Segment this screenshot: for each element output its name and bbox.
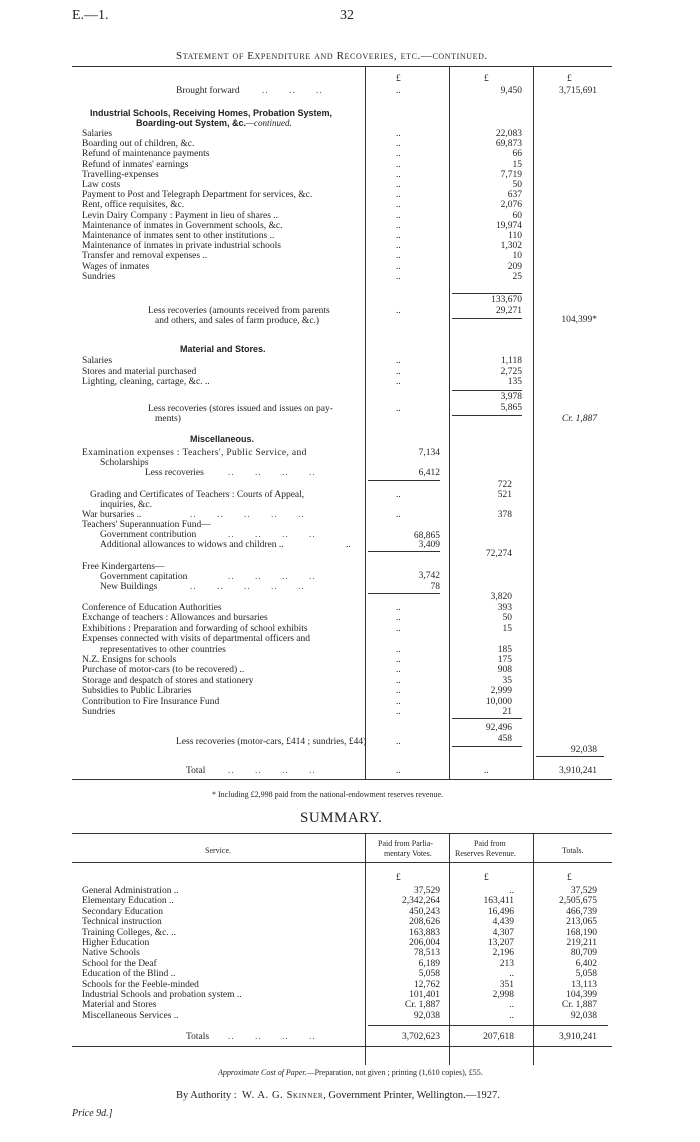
table-row-totals: Cr. 1,887	[561, 1000, 597, 1011]
exam-label-1: Examination expenses : Teachers', Public Service, and	[82, 448, 307, 458]
table-row-label: Secondary Education	[82, 906, 163, 917]
list-item-label: Sundries	[82, 271, 116, 282]
material-less-1: Less recoveries (stores issued and issues on pay-	[148, 404, 333, 414]
list-item-label: Transfer and removal expenses ..	[82, 251, 208, 262]
list-item-placeholder: ..	[396, 356, 401, 366]
list-item-placeholder: ..	[396, 251, 401, 262]
table-row-votes: 2,342,264	[402, 896, 440, 907]
list-item-placeholder: ..	[396, 603, 401, 613]
total-label: Total	[186, 766, 206, 776]
list-item-placeholder: ..	[396, 261, 401, 272]
table-row-reserves: ..	[509, 1010, 514, 1021]
material-less-2: ments)	[155, 414, 181, 424]
kinder-new-amount: 78	[430, 582, 440, 592]
table-row-label: Material and Stores	[82, 1000, 157, 1011]
list-item-placeholder: ..	[396, 241, 401, 252]
list-item-placeholder: ..	[396, 623, 401, 634]
list-item-amount: 2,076	[500, 200, 522, 211]
list-item-amount: 209	[507, 261, 522, 272]
table-row-votes: 208,626	[409, 917, 440, 928]
table-row-reserves: 2,196	[492, 948, 514, 959]
list-item-amount: 21	[502, 707, 512, 717]
exam-label-2: Scholarships	[100, 458, 149, 468]
table-row-votes: 163,883	[409, 927, 440, 938]
bf-col2: ..	[396, 86, 401, 96]
list-item-amount: 15	[512, 159, 522, 170]
list-item-amount: 22,083	[495, 129, 522, 139]
table-row-reserves: ..	[509, 886, 514, 896]
list-item-placeholder: ..	[396, 686, 401, 697]
table-row-votes: 78,513	[413, 948, 440, 959]
kinder-new-label: New Buildings	[100, 582, 158, 592]
brought-forward-label: Brought forward	[176, 86, 240, 96]
industrial-heading-cont: —continued.	[246, 118, 292, 128]
exam-net: 722	[497, 480, 512, 490]
list-item-placeholder: ..	[396, 220, 401, 231]
list-item-amount: 15	[502, 623, 512, 634]
price: Price 9d.]	[72, 1108, 113, 1119]
list-item-label: Exchange of teachers : Allowances and bursaries	[82, 613, 268, 624]
summary-col-votes-1: Paid from Parlia-	[378, 839, 434, 848]
list-item-placeholder: ..	[396, 644, 401, 655]
table-row-reserves: ..	[509, 1000, 514, 1011]
list-item-placeholder: ..	[396, 366, 401, 377]
table-row-totals: 37,529	[570, 886, 597, 896]
table-row-label: Miscellaneous Services ..	[82, 1010, 179, 1021]
table-row-reserves: 4,439	[492, 917, 514, 928]
list-item-placeholder: ..	[396, 613, 401, 624]
super-add-amount: 3,409	[418, 540, 440, 550]
grading-label-2: inquiries, &c.	[100, 500, 152, 510]
table-row-votes: 6,189	[418, 958, 440, 969]
list-item-label: representatives to other countries	[100, 644, 226, 655]
summary-title: SUMMARY.	[300, 810, 383, 826]
list-item-placeholder: ..	[396, 707, 401, 717]
super-label: Teachers' Superannuation Fund—	[82, 520, 211, 530]
list-item-placeholder: ..	[396, 180, 401, 190]
table-row-totals: 213,065	[566, 917, 597, 928]
statement-title: Statement of Expenditure and Recoveries, etc.—continued.	[176, 50, 488, 62]
list-item-placeholder: ..	[396, 231, 401, 241]
list-item-label: Payment to Post and Telegraph Department for services, &c.	[82, 190, 313, 201]
list-item-placeholder: ..	[396, 665, 401, 676]
list-item-amount: 50	[512, 180, 522, 190]
list-item-amount: 637	[507, 190, 522, 201]
table-row-label: Education of the Blind ..	[82, 969, 176, 980]
list-item-label: Refund of inmates' earnings	[82, 159, 189, 170]
list-item-label: Stores and material purchased	[82, 366, 197, 377]
list-item-label: Storage and despatch of stores and stationery	[82, 675, 254, 686]
table-row-totals: 5,058	[575, 969, 597, 980]
exam-amount: 7,134	[418, 448, 440, 458]
list-item-amount: 60	[512, 210, 522, 221]
misc-heading: Miscellaneous.	[190, 434, 255, 444]
bf-col4: 3,715,691	[559, 86, 597, 96]
currency-col2: £	[396, 74, 401, 84]
table-bottom-rule	[72, 779, 612, 780]
list-item-label: Exhibitions : Preparation and forwarding of school exhibits	[82, 623, 308, 634]
table-row-reserves: 16,496	[487, 906, 514, 917]
grading-label-1: Grading and Certificates of Teachers : Courts of Appeal,	[90, 490, 305, 500]
list-item-amount: 25	[512, 271, 522, 282]
table-row-reserves: 2,998	[492, 990, 514, 1000]
table-row-label: Industrial Schools and probation system ..	[82, 990, 242, 1000]
table-row-reserves: ..	[509, 969, 514, 980]
list-item-label: Salaries	[82, 356, 113, 366]
page-number: 32	[340, 8, 354, 23]
table-row-totals: 219,211	[566, 938, 597, 948]
super-add-label: Additional allowances to widows and children ..	[100, 540, 284, 550]
industrial-less-2: and others, and sales of farm produce, &c.)	[155, 316, 320, 326]
table-row-votes: Cr. 1,887	[404, 1000, 440, 1011]
grading-amount: 521	[497, 490, 512, 500]
list-item-placeholder: ..	[396, 159, 401, 170]
col-rule-1	[365, 66, 366, 779]
table-row-totals: 104,399	[566, 990, 597, 1000]
misc-recoveries: 458	[497, 734, 512, 744]
super-gov-label: Government contribution	[100, 530, 197, 540]
table-row-label: Elementary Education ..	[82, 896, 174, 907]
table-row-totals: 92,038	[570, 1010, 597, 1021]
table-row-label: Technical instruction	[82, 917, 162, 928]
list-item-amount: 7,719	[500, 169, 522, 180]
summary-col-reserves-1: Paid from	[474, 839, 506, 848]
summary-total-votes: 3,702,623	[402, 1032, 440, 1042]
list-item-amount: 10	[512, 251, 522, 262]
list-item-label: Contribution to Fire Insurance Fund	[82, 696, 220, 707]
list-item-amount: 66	[512, 149, 522, 160]
list-item-amount: 2,999	[490, 686, 512, 697]
table-row-votes: 450,243	[409, 906, 440, 917]
table-row-label: Higher Education	[82, 938, 150, 948]
list-item-amount: 393	[497, 603, 512, 613]
table-row-reserves: 351	[499, 979, 514, 990]
list-item-label: Travelling-expenses	[82, 169, 159, 180]
list-item-label: Maintenance of inmates in Government schools, &c.	[82, 220, 283, 231]
list-item-placeholder: ..	[396, 200, 401, 211]
table-row-label: School for the Deaf	[82, 958, 157, 969]
list-item-placeholder: ..	[396, 696, 401, 707]
table-row-totals: 2,505,675	[559, 896, 597, 907]
authority-line: By Authority : W. A. G. Skinner, Government Printer, Wellington.—1927.	[176, 1090, 500, 1101]
list-item-amount: 175	[497, 655, 512, 665]
table-row-reserves: 213	[499, 958, 514, 969]
war-amount: 378	[497, 510, 512, 520]
list-item-label: Sundries	[82, 707, 116, 717]
list-item-placeholder: ..	[396, 129, 401, 139]
list-item-amount: 2,725	[500, 366, 522, 377]
list-item-amount: 69,873	[495, 139, 522, 150]
table-row-votes: 92,038	[413, 1010, 440, 1021]
exam-less-amount: 6,412	[418, 468, 440, 478]
table-row-reserves: 13,207	[487, 938, 514, 948]
exam-less-label: Less recoveries	[145, 468, 204, 478]
summary-total-totals: 3,910,241	[559, 1032, 597, 1042]
summary-col-votes-2: mentary Votes.	[384, 849, 432, 858]
list-item-placeholder: ..	[396, 675, 401, 686]
table-row-totals: 6,402	[575, 958, 597, 969]
list-item-placeholder: ..	[396, 139, 401, 150]
war-label: War bursaries ..	[82, 510, 142, 520]
misc-subtotal: 92,496	[485, 723, 512, 733]
super-total: 72,274	[485, 549, 512, 559]
list-item-amount: 19,974	[495, 220, 522, 231]
table-row-totals: 80,709	[570, 948, 597, 959]
list-item-label: Lighting, cleaning, cartage, &c. ..	[82, 377, 210, 387]
list-item-placeholder: ..	[396, 210, 401, 221]
table-row-label: General Administration ..	[82, 886, 179, 896]
misc-less-label: Less recoveries (motor-cars, £414 ; sundries, £44)	[176, 737, 367, 747]
table-row-reserves: 4,307	[492, 927, 514, 938]
list-item-placeholder: ..	[396, 149, 401, 160]
list-item-placeholder: ..	[396, 190, 401, 201]
list-item-label: Maintenance of inmates sent to other institutions ..	[82, 231, 275, 241]
material-recoveries: 5,865	[500, 403, 522, 413]
bf-col3: 9,450	[500, 86, 522, 96]
table-row-votes: 12,762	[413, 979, 440, 990]
industrial-heading-2: Boarding-out System, &c.	[136, 118, 247, 128]
list-item-amount: 135	[507, 377, 522, 387]
list-item-label: Conference of Education Authorities	[82, 603, 222, 613]
table-row-label: Schools for the Feeble-minded	[82, 979, 199, 990]
super-gov-amount: 68,865	[413, 531, 440, 541]
summary-totals-label: Totals	[186, 1032, 210, 1042]
total-amount: 3,910,241	[559, 766, 597, 776]
table-row-totals: 13,113	[571, 979, 597, 990]
table-row-votes: 5,058	[418, 969, 440, 980]
industrial-subtotal: 133,670	[491, 295, 522, 305]
material-subtotal: 3,978	[500, 392, 522, 402]
summary-total-reserves: 207,618	[483, 1032, 514, 1042]
summary-col-reserves-2: Reserves Revenue.	[455, 849, 516, 858]
table-row-votes: 37,529	[413, 886, 440, 896]
list-item-placeholder: ..	[396, 271, 401, 282]
list-item-placeholder: ..	[396, 169, 401, 180]
list-item-label: Wages of inmates	[82, 261, 150, 272]
list-item-label: Law costs	[82, 180, 121, 190]
table-row-totals: 168,190	[566, 927, 597, 938]
list-item-amount: 1,302	[500, 241, 522, 252]
report-code: E.—1.	[72, 8, 109, 23]
list-item-amount: 35	[502, 675, 512, 686]
list-item-label: Boarding out of children, &c.	[82, 139, 195, 150]
list-item-label: Subsidies to Public Libraries	[82, 686, 192, 697]
list-item-label: Levin Dairy Company : Payment in lieu of shares ..	[82, 210, 279, 221]
industrial-less-1: Less recoveries (amounts received from parents	[148, 306, 330, 316]
currency-col3: £	[484, 74, 489, 84]
list-item-label: Rent, office requisites, &c.	[82, 200, 185, 211]
table-row-votes: 101,401	[409, 990, 440, 1000]
kinder-label: Free Kindergartens—	[82, 562, 165, 572]
table-row-votes: 206,004	[409, 938, 440, 948]
list-item-amount: 1,118	[500, 356, 522, 366]
summary-col-service: Service.	[205, 846, 231, 855]
kinder-gov-label: Government capitation	[100, 572, 188, 582]
kinder-total: 3,820	[490, 592, 512, 602]
table-top-rule	[72, 66, 612, 67]
industrial-heading-1: Industrial Schools, Receiving Homes, Probation System,	[90, 108, 333, 118]
table-row-totals: 466,739	[566, 906, 597, 917]
list-item-amount: 185	[497, 644, 512, 655]
industrial-net: 104,399*	[561, 315, 597, 325]
list-item-label: Maintenance of inmates in private industrial schools	[82, 241, 281, 252]
list-item-amount: 908	[497, 665, 512, 676]
industrial-recoveries: 29,271	[495, 306, 522, 316]
table-row-label: Native Schools	[82, 948, 140, 959]
currency-col4: £	[567, 74, 572, 84]
list-item-label: Refund of maintenance payments	[82, 149, 210, 160]
cost-note: Approximate Cost of Paper.—Preparation, not given ; printing (1,610 copies), £55.	[218, 1068, 483, 1077]
list-item-amount: 10,000	[485, 696, 512, 707]
list-item-amount: 110	[508, 231, 522, 241]
table-row-reserves: 163,411	[483, 896, 514, 907]
summary-col-totals: Totals.	[562, 846, 584, 855]
list-item-label: Purchase of motor-cars (to be recovered) ..	[82, 665, 245, 676]
material-heading: Material and Stores.	[180, 344, 266, 354]
kinder-gov-amount: 3,742	[418, 571, 440, 581]
list-item-amount: 50	[502, 613, 512, 624]
misc-net: 92,038	[570, 745, 597, 755]
table-row-label: Training Colleges, &c. ..	[82, 927, 176, 938]
footnote: * Including £2,998 paid from the national-endowment reserves revenue.	[212, 790, 444, 799]
material-net: Cr. 1,887	[561, 414, 597, 424]
list-item-label: Salaries	[82, 129, 113, 139]
list-item-placeholder: ..	[396, 655, 401, 665]
list-item-label: N.Z. Ensigns for schools	[82, 655, 177, 665]
list-item-label: Expenses connected with visits of departmental officers and	[82, 634, 311, 645]
list-item-placeholder: ..	[396, 377, 401, 387]
